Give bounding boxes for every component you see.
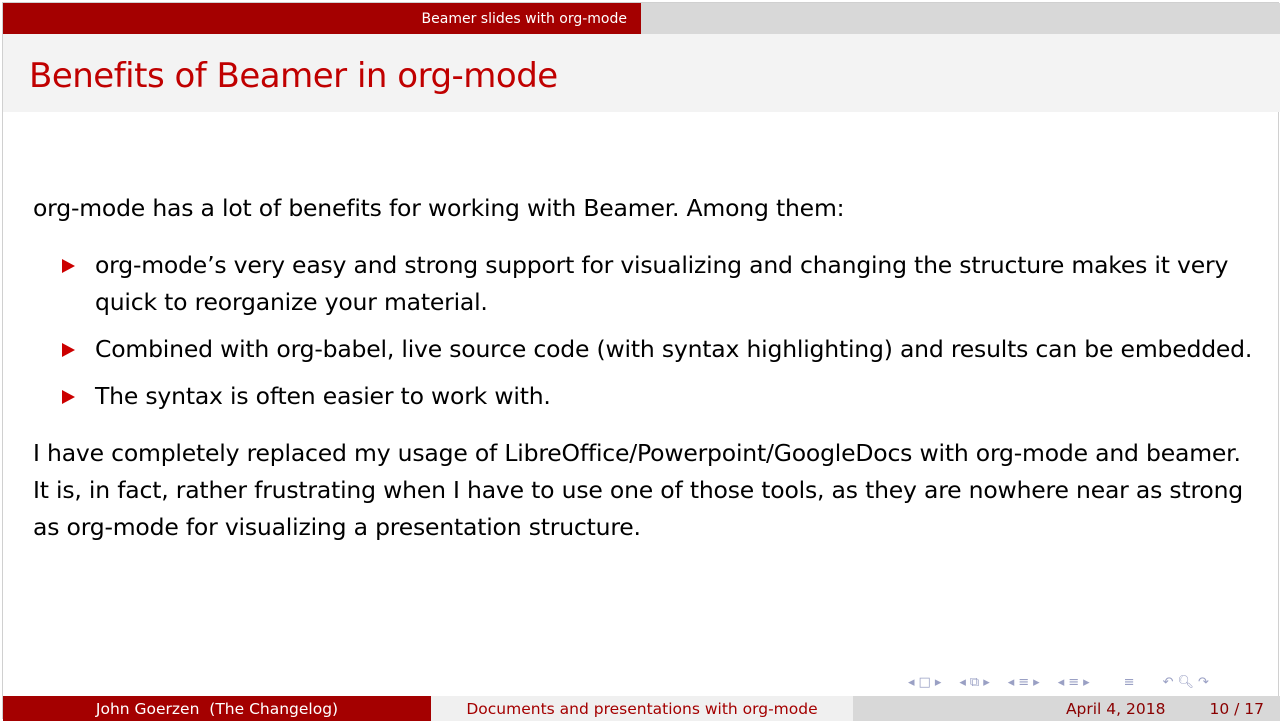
- list-item: [95, 247, 1253, 321]
- subsection-next-icon[interactable]: ▸: [983, 674, 990, 690]
- list-item: [95, 331, 1253, 368]
- frame-title: Benefits of Beamer in org-mode: [29, 56, 558, 96]
- part-next-icon[interactable]: ▸: [1083, 674, 1090, 690]
- triangle-bullet-icon: [62, 390, 75, 404]
- back-icon[interactable]: ↶: [1162, 674, 1174, 690]
- navigation-symbols: [908, 672, 1278, 692]
- triangle-bullet-icon: [62, 259, 75, 273]
- footer-author: [3, 696, 431, 721]
- footer-date-page: [853, 696, 1280, 721]
- frame-title-bar: [3, 34, 1280, 112]
- part-icon[interactable]: ≡: [1068, 674, 1080, 690]
- headline-bar: [3, 3, 1280, 34]
- intro-text: org-mode has a lot of benefits for working with Beamer. Among them:: [33, 194, 845, 222]
- list-item-text: The syntax is often easier to work with.: [95, 382, 551, 410]
- forward-icon[interactable]: ↷: [1197, 674, 1209, 690]
- subsection-prev-icon[interactable]: ◂: [959, 674, 966, 690]
- bullet-list: [33, 247, 1253, 415]
- headline-section-label: Beamer slides with org-mode: [421, 10, 627, 27]
- document-icon[interactable]: ≡: [1123, 674, 1135, 690]
- slide-content: [33, 190, 1253, 546]
- footer-title: [431, 696, 853, 721]
- list-item-text: Combined with org-babel, live source code (with syntax highlighting) and results can be embedded.: [95, 335, 1253, 363]
- section-prev-icon[interactable]: ◂: [1007, 674, 1015, 690]
- footer-author-label: John Goerzen (The Changelog): [95, 699, 339, 718]
- triangle-bullet-icon: [62, 343, 75, 357]
- footer-bar: [3, 696, 1280, 721]
- closing-text: I have completely replaced my usage of LibreOffice/Powerpoint/GoogleDocs with org-mode and beamer. It is, in fact, rather frustrating when I have to use one of those tools, as they are nowhere near as strong as org-mode for visualizing a presentation structure.: [33, 439, 1243, 541]
- part-prev-icon[interactable]: ◂: [1057, 674, 1065, 690]
- headline-section: [3, 3, 641, 34]
- headline-filler: [641, 3, 1280, 34]
- footer-title-label: Documents and presentations with org-mode: [466, 699, 818, 718]
- footer-page-number: 10 / 17: [1209, 699, 1264, 718]
- frame-icon[interactable]: □: [918, 674, 931, 690]
- section-next-icon[interactable]: ▸: [1033, 674, 1040, 690]
- frame-prev-icon[interactable]: ◂: [908, 674, 915, 690]
- footer-date: April 4, 2018: [1065, 699, 1166, 718]
- list-item-text: org-mode’s very easy and strong support for visualizing and changing the structure makes it very quick to reorganize your material.: [95, 251, 1229, 316]
- section-icon[interactable]: ≡: [1018, 674, 1030, 690]
- subsection-icon[interactable]: ⧉: [969, 674, 980, 690]
- frame-next-icon[interactable]: ▸: [934, 674, 942, 690]
- list-item: [95, 378, 1253, 415]
- search-icon[interactable]: 🔍︎: [1177, 674, 1194, 690]
